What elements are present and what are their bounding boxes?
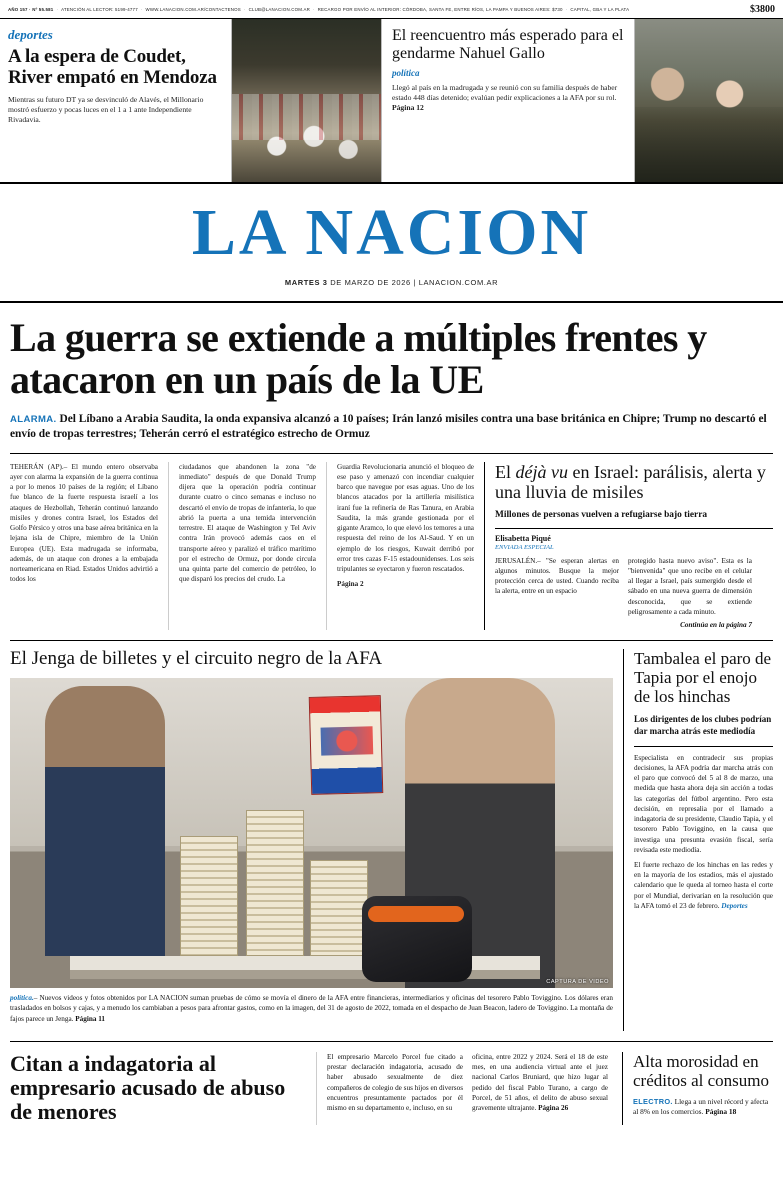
credit-delinquency-kicker: ELECTRO. (633, 1097, 673, 1107)
lead-story (0, 303, 783, 443)
israel-subhead: Millones de personas vuelven a refugiarse bajo tierra (495, 509, 708, 520)
afa-money-photo (10, 678, 613, 988)
abuse-case-page[interactable]: Página 26 (538, 1104, 569, 1113)
lead-column-2-text: ciudadanos que abandonen la zona "de inmediato" después de que Donald Trump dijera que la operación podría continuar durante cuatro o cinco semanas e incluso no descartó el envío de tropas de infantería, lo que abrió la puerta a una temida intervención terrestre. El ataque de Washington y Tel Aviv contra Irán provocó además caos en el transporte aéreo y paralizó el tráfico marítimo por el estrecho de Ormuz, por donde circula una quinta parte del comercio de petróleo, lo que disparó los precios del crudo. La (179, 462, 316, 584)
afa-photo-credit: CAPTURA DE VIDEO (546, 979, 609, 986)
cover-price: $3800 (750, 4, 775, 15)
gendarme-photo (635, 19, 783, 182)
afa-side-headline[interactable]: Tambalea el paro de Tapia por el enojo de los hinchas (634, 649, 772, 707)
dateline-rest: DE MARZO DE 2026 (330, 278, 411, 287)
top-info-bar (0, 0, 783, 19)
israel-sidebar-story (484, 462, 773, 631)
afa-side-section-tag[interactable]: Deportes (721, 901, 748, 910)
abuse-case-column-1-text: El empresario Marcelo Porcel fue citado a prestar declaración indagatoria, acusado de haber abusado sexualmente de diez compañeros de colegio de sus hijos en diversos encuentros presuntamente pactados por él mismo en su departamento e, incluso, en su (327, 1053, 463, 1113)
credit-delinquency-story (622, 1052, 773, 1125)
credit-delinquency-text (633, 1097, 773, 1118)
abuse-case-column-2 (472, 1052, 608, 1125)
club-email: CLUB@LANACION.COM.AR (248, 7, 310, 12)
lead-column-2 (168, 462, 316, 631)
lead-bajada-text: Del Líbano a Arabia Saudita, la onda expansiva alcanzó a 10 países; Irán lanzó misiles contra una base británica en Chipre; Trump no descartó el envío de tropas terrestres; Teherán cerró el estratégico estrecho de Ormuz (10, 413, 767, 441)
israel-byline (495, 534, 773, 551)
abuse-case-column-2-body: oficina, entre 2022 y 2024. Será el 18 de este mes, en una audiencia virtual ante el juez nacional Carlos Bruniard, que hizo lugar al pedido del fiscal Pablo Turano, a cargo de Porcel, de 51 años, el delito de abuso sexual gravemente ultrajante. (472, 1053, 608, 1113)
teaser-gendarme-summary-text: Llegó al país en la madrugada y se reunió con su familia después de haber estado 448 días detenido; evalúan pedir explicaciones a la AFA por su rol. (392, 82, 618, 102)
israel-column-1 (495, 556, 619, 631)
teaser-gendarme[interactable] (382, 19, 635, 182)
israel-headline-pre: El (495, 461, 516, 482)
newspaper-logo[interactable]: LA NACION (191, 196, 592, 269)
bottom-strip (0, 1042, 783, 1125)
afa-section (0, 641, 783, 1031)
israel-headline[interactable] (495, 462, 773, 503)
lead-headline[interactable]: La guerra se extiende a múltiples frentes y atacaron en un país de la UE (10, 315, 707, 402)
israel-column-2-text: protegido hasta nuevo aviso". Esta es la "bienvenida" que uno recibe en el celular al llegar a Israel, país sumergido desde el sábado en una nueva guerra de dimensión desconocida, que se extiende peligrosamente a cada minuto. (628, 556, 752, 616)
lead-column-3-text: Guardia Revolucionaria anunció el bloqueo de ese paso y amenazó con incendiar cualquier barco que navegue por esas aguas. Uno de los blancos atacados por la artillería misilística iraní fue la refinería de Ras Tanura, en Arabia Saudita, la más grande gestionada por el gigante Aramco, lo que elevó los temores a una respuesta del reino de los Al-Saud. Y en un ejemplo de los riesgos, Kuwait derribó por error tres cazas F-15 estadounidenses. Los seis tripulantes se eyectaron y fueron rescatados. (337, 462, 474, 573)
abuse-case-columns (316, 1052, 612, 1125)
river-plate-photo (232, 19, 382, 182)
distribution-area: CAPITAL, GBA Y LA PLATA (570, 7, 630, 12)
dateline: MARTES 3 DE MARZO DE 2026 | LANACION.COM.AR (284, 278, 499, 287)
afa-headline[interactable]: El Jenga de billetes y el circuito negro de la AFA (10, 648, 383, 670)
abuse-case-headline[interactable]: Citan a indagatoria al empresario acusado de abuso de menores (10, 1051, 286, 1125)
credit-delinquency-body: Llega a un nivel récord y afecta al 8% en los comercios. (633, 1097, 769, 1117)
teaser-gendarme-page[interactable]: Página 12 (392, 103, 424, 113)
abuse-case-column-1 (327, 1052, 463, 1125)
afa-side-paragraph-2 (634, 860, 773, 911)
afa-side-subhead: Los dirigentes de los clubes podrían dar marcha atrás este mediodía (634, 714, 772, 737)
teaser-sports-kicker: deportes (8, 27, 53, 42)
israel-byline-role: ENVIADA ESPECIAL (495, 543, 554, 551)
afa-side-paragraph-1: Especialista en contradecir sus propias decisiones, la AFA podría dar marcha atrás con el paro que convocó del 5 al 8 de marzo, una medida que hasta ahora deja sin acción a todas las categorías del fútbol argentino. Pero esta decisión, en represalia por el llamado a indagatoria de su presidente, Claudio Tapia, y el tesorero Pablo Toviggino, en la causa que investiga una presunta evasión fiscal, sería revisada este mediodía. (634, 753, 773, 854)
dateline-site[interactable]: LANACION.COM.AR (418, 278, 499, 287)
afa-side-paragraph-2-text: El fuerte rechazo de los hinchas en las redes y en la mayoría de los estadios, más el ajustado calendario que le queda al torneo hasta el corte por el Mundial, derivarían en la resolución que la AFA tomó el 23 de febrero. (634, 860, 773, 910)
israel-headline-em: déjà vu (515, 461, 568, 482)
abuse-case-story (10, 1052, 306, 1125)
lead-bajada (10, 412, 773, 443)
israel-headline-post: en Israel: parálisis, alerta y una lluvia de misiles (495, 461, 766, 503)
lead-column-1 (10, 462, 158, 631)
lead-column-3-page[interactable]: Página 2 (337, 580, 364, 589)
afa-caption-kicker: política. (10, 994, 34, 1003)
afa-main-story (10, 649, 613, 1031)
afa-side-rule (634, 746, 773, 747)
dateline-day: MARTES 3 (284, 278, 328, 287)
israel-byline-name: Elisabetta Piqué (495, 533, 551, 543)
lead-alarma-label: ALARMA. (10, 414, 57, 426)
israel-continues-link[interactable]: Continúa en la página 7 (680, 621, 752, 630)
teaser-strip (0, 19, 783, 184)
israel-column-1-text: JERUSALÉN.– "Se esperan alertas en algunos minutos. Busque la mejor protección cerca de usted. Cuando reciba la alerta, entre en un espacio (495, 556, 619, 596)
abuse-case-column-2-text (472, 1052, 608, 1113)
afa-photo-caption (10, 993, 613, 1024)
arsenal-poster (309, 695, 384, 795)
teaser-sports-summary: Mientras su futuro DT ya se desvinculó de Alavés, el Millonario mostró esfuerzo y pocas luces en el 1 a 1 ante Independiente Rivadavia. (8, 94, 204, 124)
israel-byline-rule (495, 528, 773, 529)
contact-url: WWW.LANACION.COM.AR/CONTACTENOS (145, 7, 241, 12)
masthead-info-line: AÑO 157 · Nº 55.581 · ATENCIÓN AL LECTOR: 5199-4777 · WWW.LANACION.COM.AR/CONTACTENOS · CLUB@LANACION.COM.AR · RECARGO POR ENVÍO AL INTERIOR: CÓRDOBA, SANTA FE, ENTRE RÍOS, LA PAMPA Y BUENOS AIRES: $730 · CAPITAL, GBA Y LA PLATA (8, 7, 630, 12)
teaser-gendarme-summary (392, 83, 624, 114)
credit-delinquency-page[interactable]: Página 18 (705, 1107, 737, 1117)
masthead (0, 184, 783, 301)
lead-column-1-text: TEHERÁN (AP).– El mundo entero observaba ayer con alarma la expansión de la guerra continua a por lo menos 10 países de la región; el Líbano fue blanco de la fuerte respuesta israelí a los ataques de Hezbollah, Teherán continuó lanzando misiles y drones contra Israel, los Estados del Golfo Pérsico y otros una base aérea británica en la lejana isla de Chipre, miembro de la Unión Europea (UE). Esta madrugada se informaba, además, de un ataque con drones a la embajada norteamericana en Riad. Estados Unidos advirtió a todos los (10, 462, 158, 584)
credit-delinquency-headline[interactable]: Alta morosidad en créditos al consumo (633, 1052, 769, 1091)
israel-columns (495, 556, 773, 631)
afa-caption-page[interactable]: Página 11 (75, 1014, 106, 1023)
lead-column-3 (326, 462, 474, 631)
issue-number: AÑO 157 · Nº 55.581 (8, 7, 54, 12)
shipping-surcharge: RECARGO POR ENVÍO AL INTERIOR: CÓRDOBA, SANTA FE, ENTRE RÍOS, LA PAMPA Y BUENOS AIRES: $730 (317, 7, 563, 12)
israel-column-2 (628, 556, 752, 631)
reader-service: ATENCIÓN AL LECTOR: 5199-4777 (61, 7, 138, 12)
teaser-gendarme-headline[interactable]: El reencuentro más esperado para el gendarme Nahuel Gallo (392, 27, 624, 63)
afa-side-story (623, 649, 773, 1031)
teaser-sports-headline[interactable]: A la espera de Coudet, River empató en Mendoza (8, 46, 217, 89)
afa-caption-text: – Nuevos videos y fotos obtenidos por LA NACION suman pruebas de cómo se movía el dinero de la AFA entre financieras, intermediarios y oficinas del tesorero Pablo Toviggino. Los dólares eran trasladados en bolsos y cajas, y a menudo los cambiaban a pesos para afrontar gastos, como en la imagen, del 31 de agosto de 2022, tomada en el despacho de Juan Beacon, ladero de Toviggino. La montaña de fajos parece un Jenga. (10, 994, 613, 1023)
lead-body-columns (0, 454, 783, 631)
teaser-sports[interactable] (0, 19, 232, 182)
teaser-gendarme-kicker: política (392, 67, 420, 78)
